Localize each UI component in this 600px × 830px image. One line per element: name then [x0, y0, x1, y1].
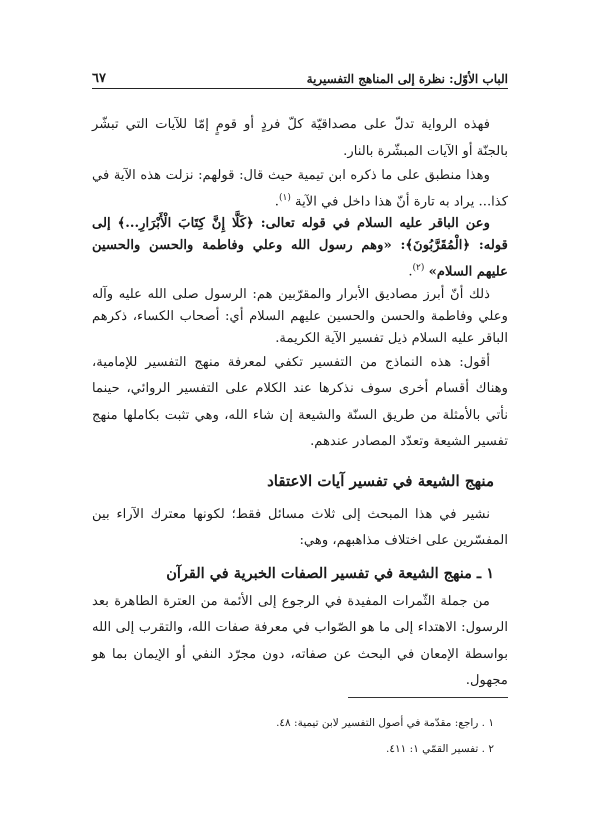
section-intro: نشير في هذا المبحث إلى ثلاث مسائل فقط؛ لكونها معترك الآراء بين المفسّرين على اختلاف مذاهبهم، وهي:	[92, 506, 508, 549]
page-number: ٦٧	[92, 71, 106, 86]
header-rule	[92, 88, 508, 89]
running-head	[92, 60, 508, 86]
section-heading: منهج الشيعة في تفسير آيات الاعتقاد	[267, 471, 494, 490]
footnote-mark-2[interactable]: (٢)	[412, 263, 425, 274]
paragraph-2-text: وهذا منطبق على ما ذكره ابن تيمية حيث قال: قولهم: نزلت هذه الآية في كذا... يراد به تارة أنّ هذا داخل في الآية	[92, 168, 508, 210]
footnote-2: ٢ . تفسير القمّي ١: ٤١١.	[386, 743, 494, 755]
paragraph-2: وهذا منطبق على ما ذكره ابن تيمية حيث قال: قولهم: نزلت هذه الآية في كذا... يراد به تارة أنّ هذا داخل في الآية $^{(١)}$.	[92, 168, 508, 210]
subsection-text: من جملة الثّمرات المفيدة في الرجوع إلى الأئمة من العترة الطاهرة بعد الرسول: الاهتداء إلى ما هو الصّواب في معرفة صفات الله، والتقرب إلى الله بواسطة الإمعان في البحث عن صفاته، دون مجرّد النفي أو الإيمان بما هو مجهول.	[92, 593, 508, 689]
footnote-mark-1[interactable]: (١)	[278, 193, 291, 203]
paragraph-3-text: وعن الباقر عليه السلام في قوله تعالى: ﴿كَلَّا إِنَّ كِتَابَ الْأَبْرَارِ...﴾ إلى قوله: ﴿الْمُقَرَّبُونَ﴾: «وهم رسول الله وعلي وفاطمة والحسن والحسين عليهم السلام»	[92, 216, 508, 280]
paragraph-4: ذلك أنّ أبرز مصاديق الأبرار والمقرّبين هم: الرسول صلى الله عليه وآله وعلي وفاطمة والحسن والحسين عليهم السلام أي: أصحاب الكساء، ذكرهم الباقر عليه السلام ذيل تفسير الآية الكريمة.	[92, 286, 508, 346]
subsection-heading: ١ ـ منهج الشيعة في تفسير الصفات الخبرية في القرآن	[166, 564, 494, 582]
main-text	[92, 112, 508, 695]
paragraph-5: أقول: هذه النماذج من التفسير تكفي لمعرفة منهج التفسير للإمامية، وهناك أقسام أخرى سوف نذكرها عند الكلام على التفسير الروائي، حينما نأتي بالأمثلة من طريق السنّة والشيعة إن شاء الله، وهي تثبت بكاملها منهج تفسير الشيعة وتعدّد المصادر عندهم.	[92, 354, 508, 450]
paragraph-1: فهذه الرواية تدلّ على مصداقيّة كلّ فردٍ أو قومٍ إمّا للآيات التي تبشّر بالجنّة أو الآيات المبشّرة بالنار.	[92, 117, 508, 159]
paragraph-3: وعن الباقر عليه السلام في قوله تعالى: ﴿كَلَّا إِنَّ كِتَابَ الْأَبْرَارِ...﴾ إلى قوله: ﴿الْمُقَرَّبُونَ﴾: «وهم رسول الله وعلي وفاطمة والحسن والحسين عليهم السلام» $^{(٢)}$.	[92, 216, 508, 280]
footnote-rule	[348, 697, 508, 698]
footnotes	[92, 710, 508, 762]
footnote-1: ١ . راجع: مقدّمة في أصول التفسير لابن تيمية: ٤٨.	[276, 717, 494, 729]
chapter-title: الباب الأوّل: نظرة إلى المناهج التفسيرية	[306, 72, 508, 86]
